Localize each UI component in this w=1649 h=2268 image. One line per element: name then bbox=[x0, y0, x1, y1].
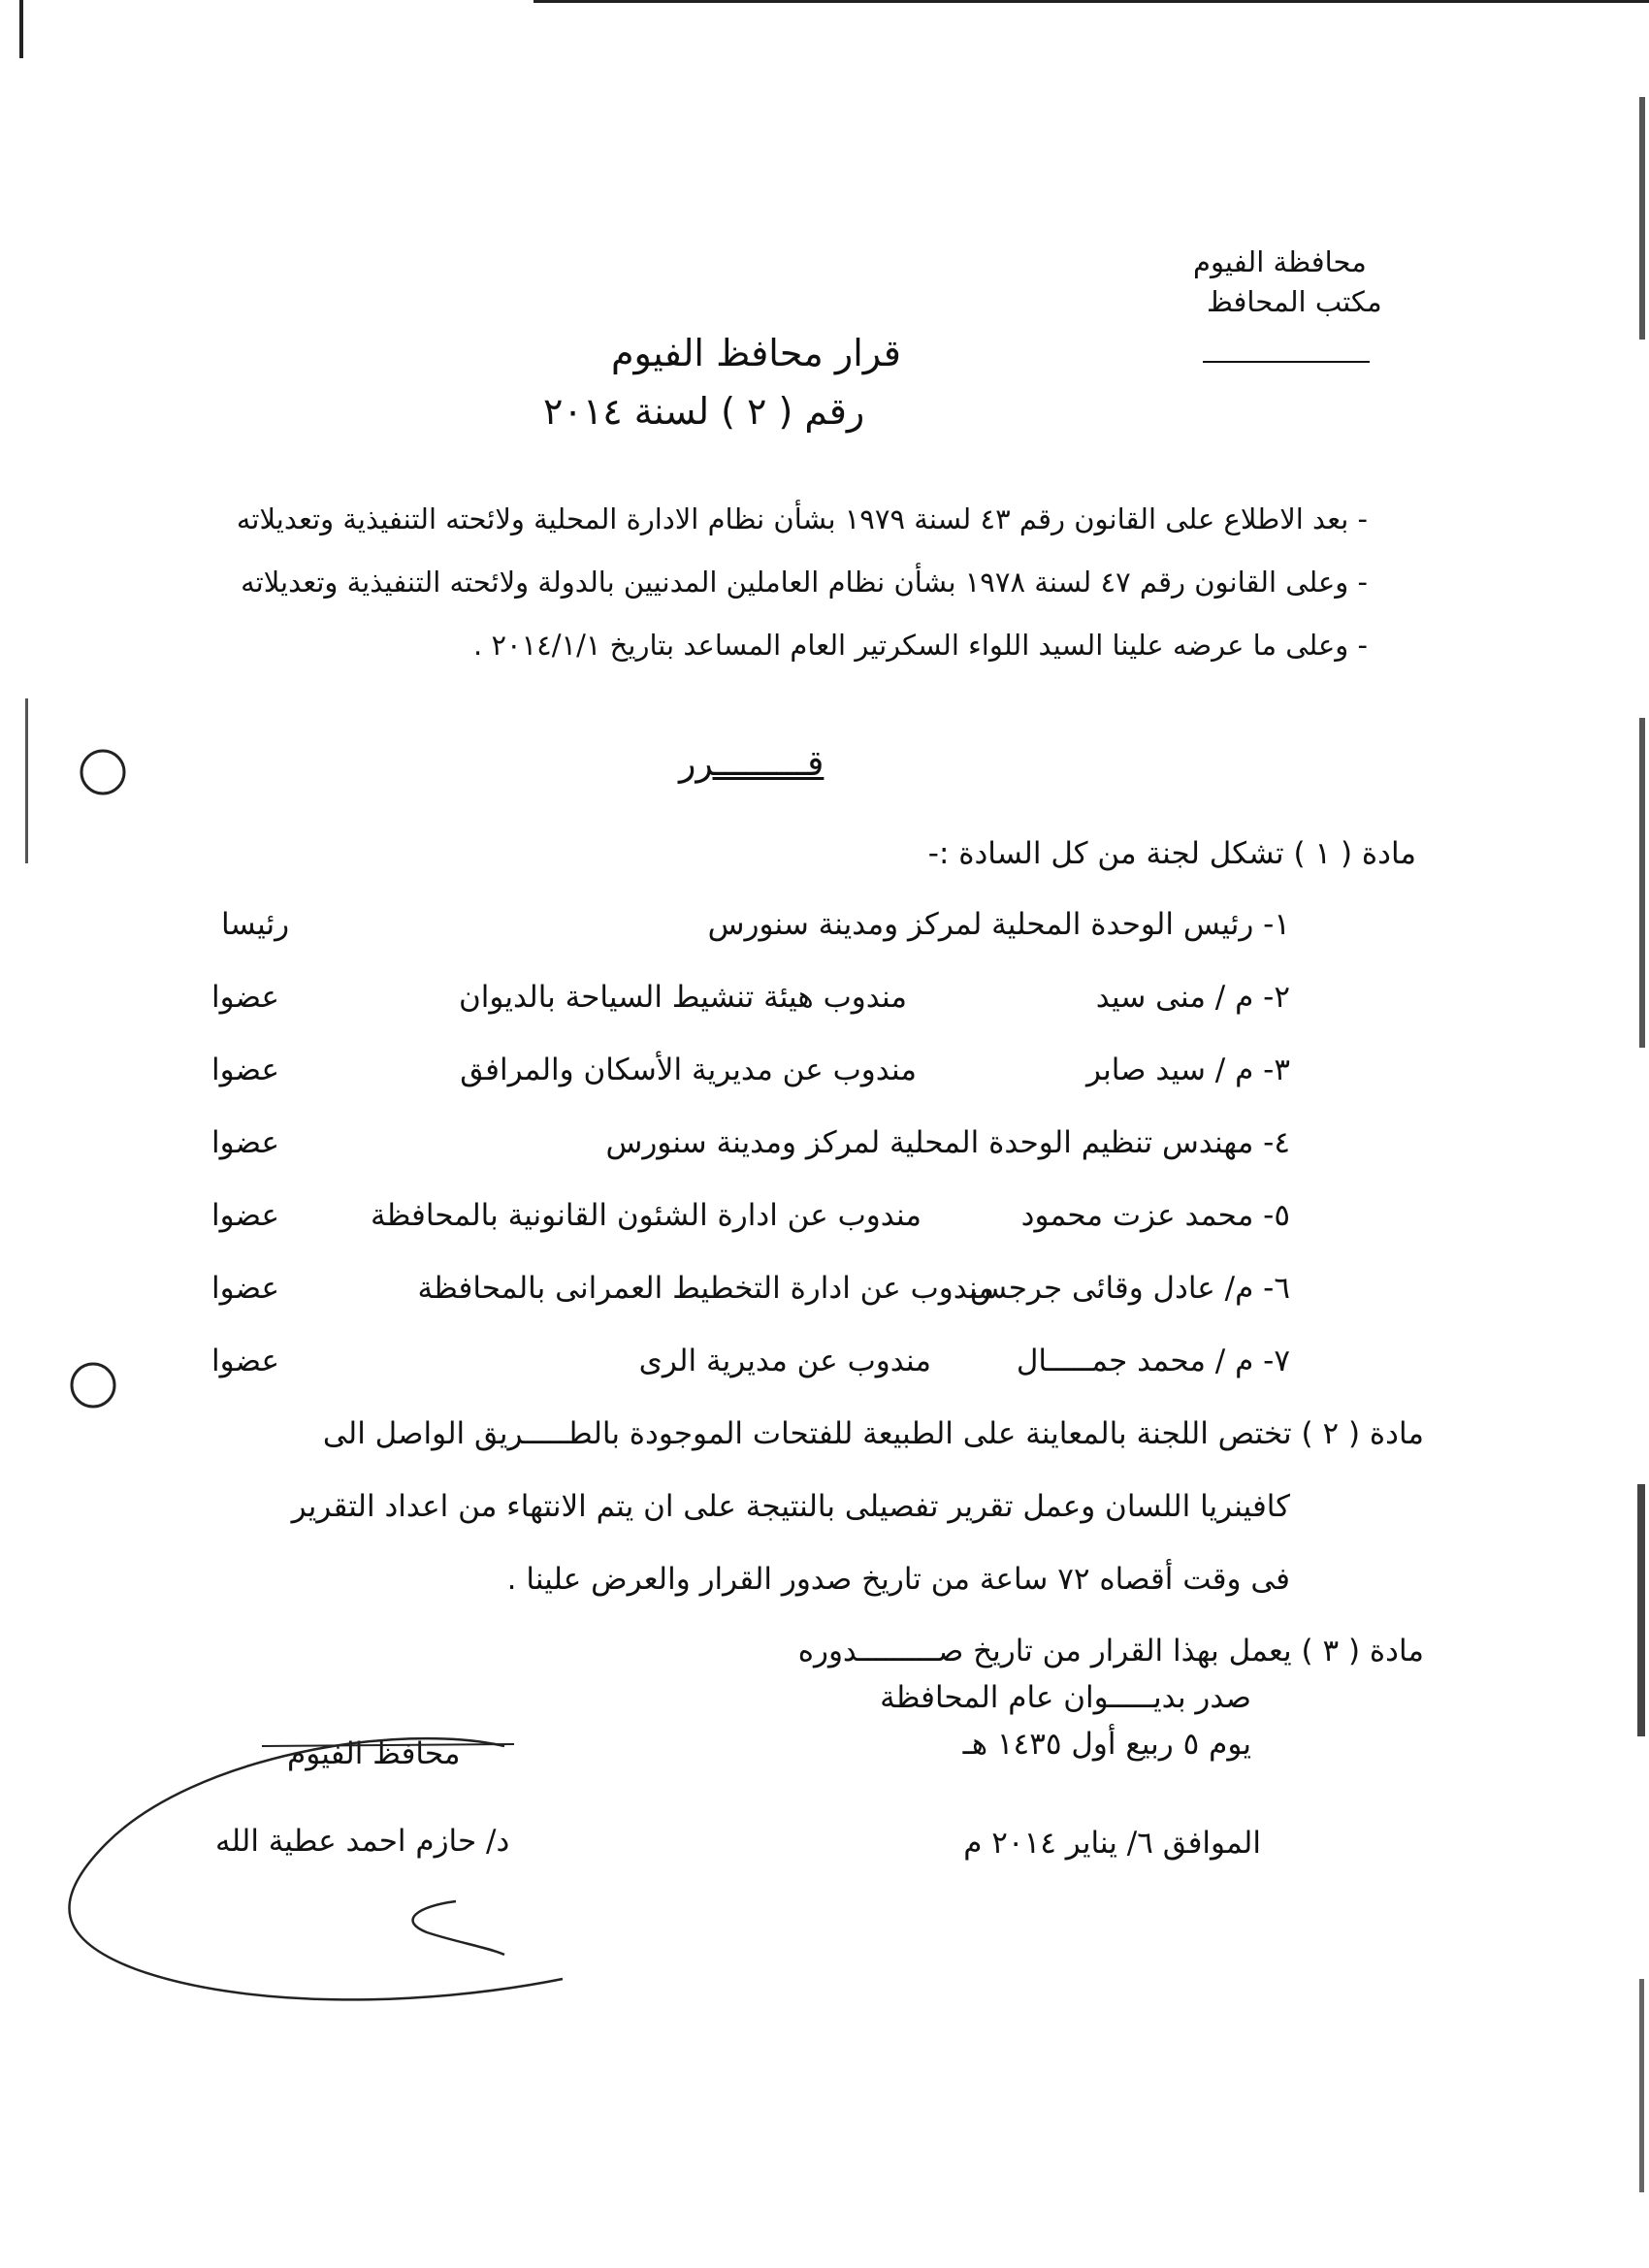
issued-place: صدر بديـــــوان عام المحافظة bbox=[880, 1680, 1251, 1715]
scan-right-edge bbox=[1637, 1484, 1645, 1736]
member-representation: مندوب عن مديرية الأسكان والمرافق bbox=[460, 1053, 917, 1087]
member-representation: مندوب عن مديرية الرى bbox=[638, 1344, 931, 1378]
scan-right-edge bbox=[1639, 718, 1645, 1048]
article-2-line: مادة ( ٢ ) تختص اللجنة بالمعاينة على الطبيعة للفتحات الموجودة بالطـــــريق الواصل الى bbox=[322, 1416, 1424, 1451]
page-title: قرار محافظ الفيوم bbox=[611, 332, 901, 374]
article-3-line: مادة ( ٣ ) يعمل بهذا القرار من تاريخ صـــــــــدوره bbox=[797, 1634, 1424, 1669]
member-representation: مندوب هيئة تنشيط السياحة بالديوان bbox=[458, 980, 907, 1015]
preamble-line: - وعلى ما عرضه علينا السيد اللواء السكرتير العام المساعد بتاريخ ٢٠١٤/١/١ . bbox=[473, 629, 1368, 662]
member-role: عضوا bbox=[211, 1344, 280, 1378]
letterhead-governorate: محافظة الفيوم bbox=[1193, 245, 1367, 278]
decision-number: رقم ( ٢ ) لسنة ٢٠١٤ bbox=[543, 390, 865, 433]
article-2-line: كافينريا اللسان وعمل تقرير تفصيلى بالنتيجة على ان يتم الانتهاء من اعداد التقرير bbox=[291, 1489, 1290, 1524]
member-name: ٦- م/ عادل وقائى جرجس bbox=[970, 1271, 1290, 1306]
preamble-line: - بعد الاطلاع على القانون رقم ٤٣ لسنة ١٩٧٩ بشأن نظام الادارة المحلية ولائحته التنفيذية وتعديلاته bbox=[236, 502, 1368, 535]
punch-hole-icon bbox=[66, 1358, 120, 1412]
scan-top-line bbox=[534, 0, 1649, 3]
issued-hijri-date: يوم ٥ ربيع أول ١٤٣٥ هـ bbox=[962, 1727, 1251, 1762]
letterhead-rule bbox=[1203, 361, 1370, 363]
decision-heading: قـــــــــرر bbox=[679, 744, 824, 784]
member-role: عضوا bbox=[211, 1198, 280, 1233]
signatory-name: د/ حازم احمد عطية الله bbox=[215, 1824, 510, 1859]
preamble-line: - وعلى القانون رقم ٤٧ لسنة ١٩٧٨ بشأن نظام العاملين المدنيين بالدولة ولائحته التنفيذية وتعديلاته bbox=[241, 566, 1368, 599]
member-representation: مندوب عن ادارة الشئون القانونية بالمحافظة bbox=[370, 1198, 922, 1233]
signatory-title: محافظ الفيوم bbox=[287, 1736, 461, 1771]
issued-gregorian-date: الموافق ٦/ يناير ٢٠١٤ م bbox=[963, 1826, 1261, 1861]
article-1-heading: مادة ( ١ ) تشكل لجنة من كل السادة :- bbox=[927, 836, 1416, 871]
punch-hole-icon bbox=[76, 745, 130, 799]
member-role: عضوا bbox=[211, 1053, 280, 1087]
member-name: ٧- م / محمد جمـــــال bbox=[1016, 1344, 1290, 1378]
member-name: ٤- مهندس تنظيم الوحدة المحلية لمركز ومدينة سنورس bbox=[605, 1125, 1290, 1160]
scan-right-edge bbox=[1639, 1979, 1644, 2192]
scan-left-mark bbox=[19, 0, 23, 58]
member-representation: مندوب عن ادارة التخطيط العمرانى بالمحافظة bbox=[417, 1271, 994, 1306]
member-role: عضوا bbox=[211, 980, 280, 1015]
member-name: ٥- محمد عزت محمود bbox=[1020, 1198, 1290, 1233]
member-role: عضوا bbox=[211, 1125, 280, 1160]
member-name: ٢- م / منى سيد bbox=[1095, 980, 1290, 1015]
article-2-line: فى وقت أقصاه ٧٢ ساعة من تاريخ صدور القرار والعرض علينا . bbox=[506, 1562, 1290, 1597]
scan-left-mark bbox=[25, 698, 28, 863]
scan-right-edge bbox=[1639, 97, 1645, 340]
handwritten-signature bbox=[48, 1717, 592, 2018]
member-name: ٣- م / سيد صابر bbox=[1086, 1053, 1290, 1087]
member-role: رئيسا bbox=[221, 907, 290, 942]
member-name: ١- رئيس الوحدة المحلية لمركز ومدينة سنورس bbox=[707, 907, 1290, 942]
letterhead-office: مكتب المحافظ bbox=[1207, 285, 1382, 318]
member-role: عضوا bbox=[211, 1271, 280, 1306]
